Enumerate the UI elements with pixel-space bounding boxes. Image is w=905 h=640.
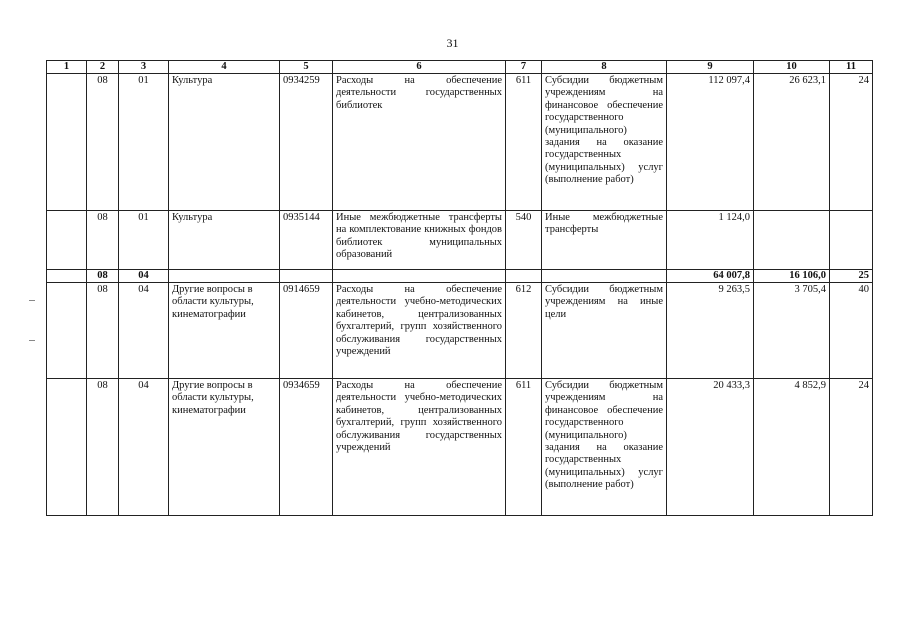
cell-amount-10: 4 852,9 — [754, 379, 830, 516]
table-row — [47, 379, 873, 516]
table-row — [47, 74, 873, 211]
subtotal-row — [47, 270, 873, 283]
cell-subsection-name — [169, 270, 280, 283]
cell-section: 08 — [87, 270, 119, 283]
cell-subsection: 04 — [119, 379, 169, 516]
column-header: 2 — [87, 61, 119, 74]
cell-expense-code: 611 — [506, 74, 542, 211]
cell-expense-code — [506, 270, 542, 283]
cell-col-1 — [47, 270, 87, 283]
cell-expense-code: 540 — [506, 211, 542, 270]
cell-amount-9: 9 263,5 — [667, 283, 754, 379]
cell-value-11: 24 — [830, 74, 873, 211]
cell-subsection: 04 — [119, 270, 169, 283]
cell-amount-10 — [754, 211, 830, 270]
cell-subsection-name: Другие вопросы в области культуры, кинематографии — [169, 283, 280, 379]
cell-target-code: 0935144 — [280, 211, 333, 270]
cell-target-name: Расходы на обеспечение деятельности государственных библиотек — [333, 74, 506, 211]
cell-amount-10: 16 106,0 — [754, 270, 830, 283]
cell-col-1 — [47, 74, 87, 211]
cell-expense-name: Иные межбюджетные трансферты — [542, 211, 667, 270]
budget-table — [46, 60, 873, 516]
cell-expense-name: Субсидии бюджетным учреждениям на финансовое обеспечение государственного (муниципального) задания на оказание государственных (муниципальных) услуг (выполнение работ) — [542, 74, 667, 211]
column-header: 10 — [754, 61, 830, 74]
cell-target-name — [333, 270, 506, 283]
cell-col-1 — [47, 211, 87, 270]
cell-target-name: Иные межбюджетные трансферты на комплектование книжных фондов библиотек муниципальных образований — [333, 211, 506, 270]
column-header: 11 — [830, 61, 873, 74]
cell-amount-10: 3 705,4 — [754, 283, 830, 379]
cell-expense-code: 611 — [506, 379, 542, 516]
cell-section: 08 — [87, 283, 119, 379]
cell-expense-name: Субсидии бюджетным учреждениям на финансовое обеспечение государственного (муниципального) задания на оказание государственных (муниципальных) услуг (выполнение работ) — [542, 379, 667, 516]
cell-value-11: 24 — [830, 379, 873, 516]
cell-col-1 — [47, 283, 87, 379]
margin-mark — [29, 300, 35, 301]
cell-subsection: 04 — [119, 283, 169, 379]
cell-amount-9: 1 124,0 — [667, 211, 754, 270]
column-header: 6 — [333, 61, 506, 74]
column-header: 3 — [119, 61, 169, 74]
table-row — [47, 283, 873, 379]
cell-subsection: 01 — [119, 211, 169, 270]
margin-mark — [29, 340, 35, 341]
cell-amount-9: 64 007,8 — [667, 270, 754, 283]
cell-target-code: 0934259 — [280, 74, 333, 211]
page-number: 31 — [446, 36, 459, 50]
cell-amount-9: 112 097,4 — [667, 74, 754, 211]
cell-section: 08 — [87, 211, 119, 270]
cell-target-name: Расходы на обеспечение деятельности учебно-методических кабинетов, централизованных бухгалтерий, групп хозяйственного обслуживания государственных учреждений — [333, 283, 506, 379]
cell-amount-10: 26 623,1 — [754, 74, 830, 211]
cell-target-code: 0934659 — [280, 379, 333, 516]
cell-section: 08 — [87, 379, 119, 516]
cell-section: 08 — [87, 74, 119, 211]
cell-subsection-name: Культура — [169, 74, 280, 211]
cell-expense-name — [542, 270, 667, 283]
cell-value-11: 40 — [830, 283, 873, 379]
cell-col-1 — [47, 379, 87, 516]
column-header: 1 — [47, 61, 87, 74]
cell-subsection: 01 — [119, 74, 169, 211]
cell-subsection-name: Культура — [169, 211, 280, 270]
column-header: 4 — [169, 61, 280, 74]
cell-subsection-name: Другие вопросы в области культуры, кинематографии — [169, 379, 280, 516]
cell-expense-code: 612 — [506, 283, 542, 379]
cell-value-11: 25 — [830, 270, 873, 283]
cell-target-code — [280, 270, 333, 283]
column-header: 8 — [542, 61, 667, 74]
cell-target-name: Расходы на обеспечение деятельности учебно-методических кабинетов, централизованных бухгалтерий, групп хозяйственного обслуживания государственных учреждений — [333, 379, 506, 516]
column-header: 7 — [506, 61, 542, 74]
cell-value-11 — [830, 211, 873, 270]
column-header: 5 — [280, 61, 333, 74]
cell-amount-9: 20 433,3 — [667, 379, 754, 516]
header-row — [47, 61, 873, 74]
cell-expense-name: Субсидии бюджетным учреждениям на иные цели — [542, 283, 667, 379]
cell-target-code: 0914659 — [280, 283, 333, 379]
column-header: 9 — [667, 61, 754, 74]
table-row — [47, 211, 873, 270]
